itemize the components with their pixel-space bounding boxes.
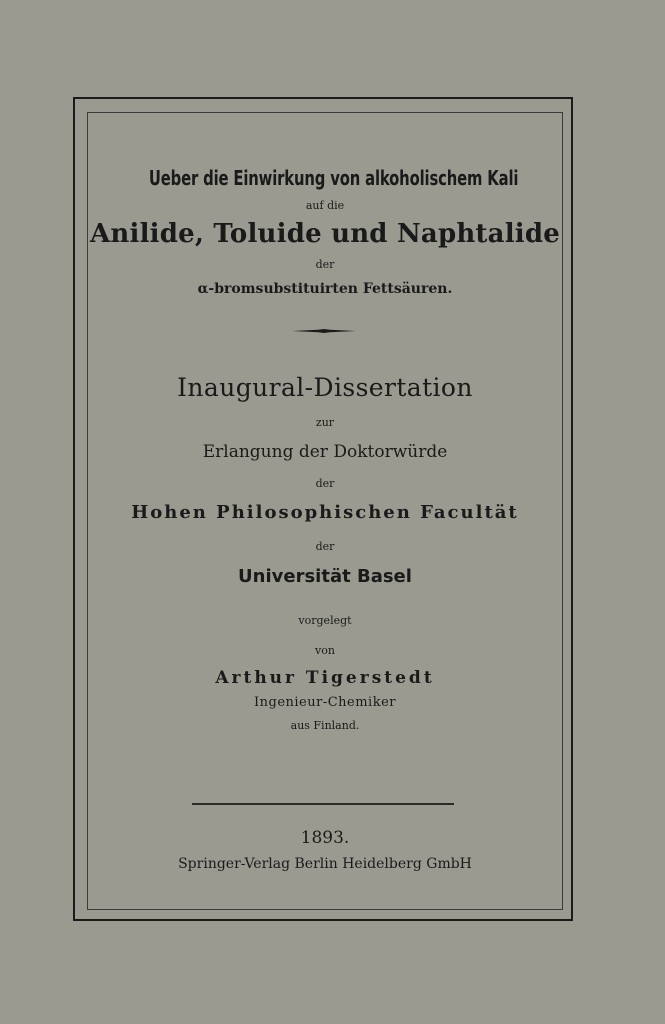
horizontal-rule (192, 803, 454, 805)
publisher-name: Springer-Verlag Berlin Heidelberg GmbH (178, 856, 472, 872)
dissertation-heading: Inaugural-Dissertation (177, 373, 473, 402)
der-text-2: der (315, 540, 335, 553)
ornament-divider-icon (292, 329, 356, 333)
university-name: Universität Basel (238, 566, 412, 587)
publication-year: 1893. (300, 828, 350, 848)
title-line-2: auf die (305, 199, 345, 212)
author-profession: Ingenieur-Chemiker (253, 695, 396, 710)
title-main: Anilide, Toluide und Naphtalide (90, 219, 560, 249)
faculty-name: Hohen Philosophischen Facultät (131, 502, 519, 523)
author-origin: aus Finland. (290, 719, 360, 732)
vorgelegt-text: vorgelegt (298, 614, 352, 627)
title-line-1: Ueber die Einwirkung von alkoholischem Kali (148, 166, 519, 190)
der-text-1: der (315, 477, 335, 490)
zur-text: zur (315, 416, 335, 429)
title-line-4: der (315, 258, 335, 271)
author-name: Arthur Tigerstedt (215, 668, 435, 688)
purpose-text: Erlangung der Doktorwürde (202, 442, 448, 462)
von-text: von (315, 644, 335, 657)
title-subtitle: α-bromsubstituirten Fettsäuren. (197, 281, 453, 297)
